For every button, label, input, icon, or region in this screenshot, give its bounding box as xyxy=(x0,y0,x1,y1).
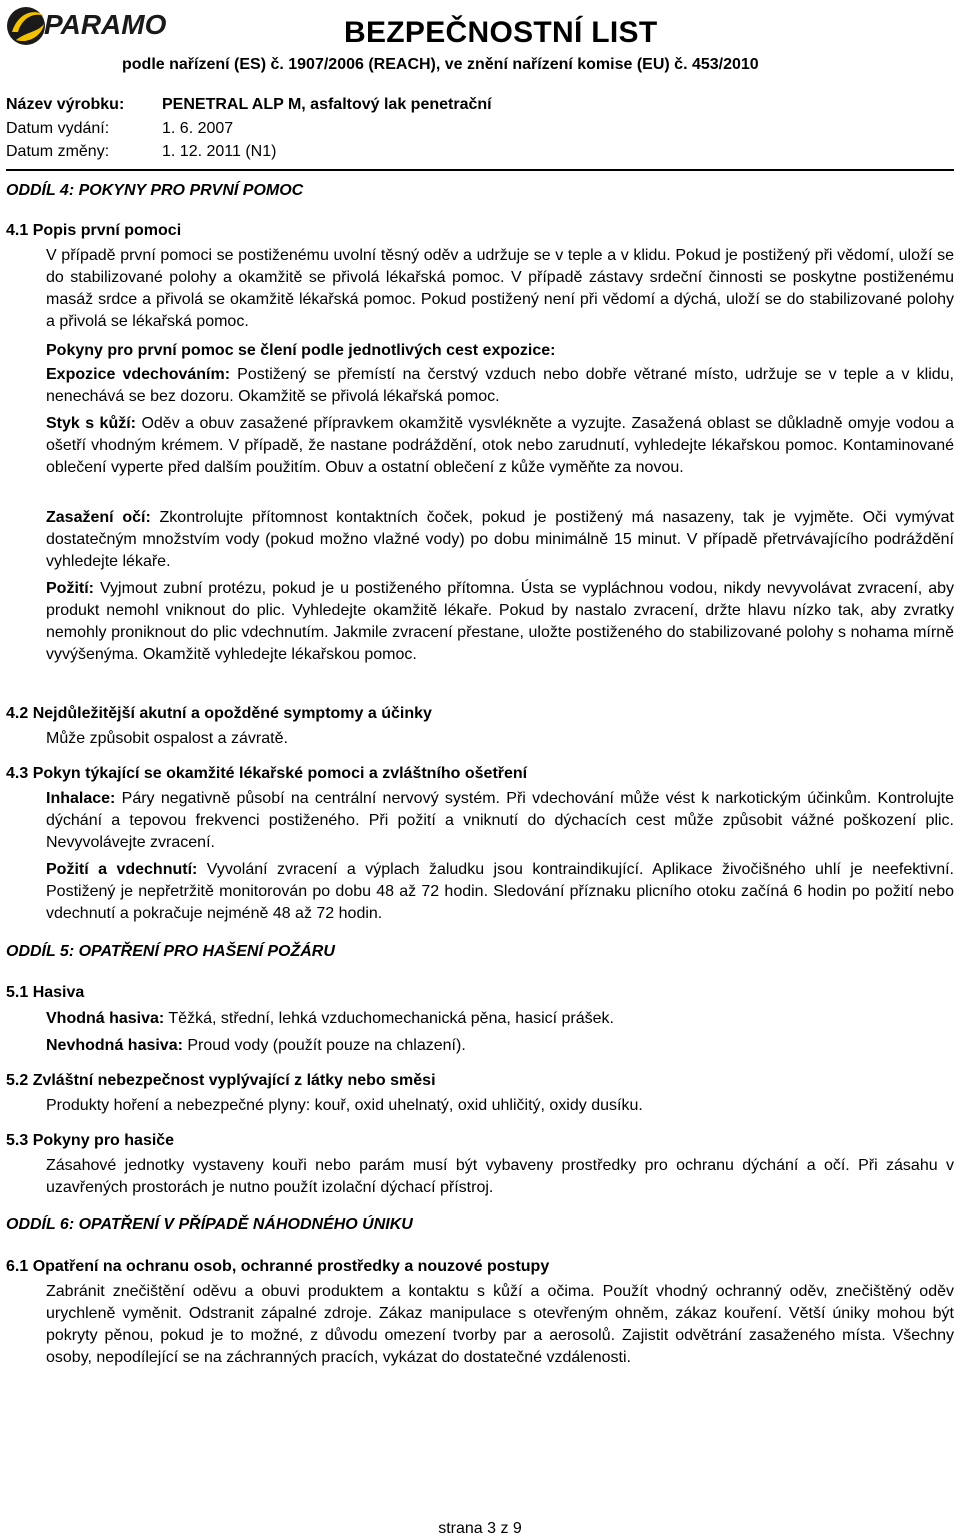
ingestion xyxy=(46,578,954,666)
ingestion-text: Vyjmout zubní protézu, pokud je u postiženého přítomna. Ústa se vypláchnou vodou, nikdy nevyvolávat zvracení, aby produkt nemohl vniknout do plic. Vyhledejte okamžitě lékaře. Pokud by nastalo zvracení, držte hlavu nízko tak, aby zvratky nemohly proniknout do plic vdechnutím. Jakmile zvracení přestane, uložte postiženého do stabilizované polohy s nohama mírně vyvýšenýma. Okamžitě vyhledejte lékařskou pomoc. xyxy=(46,580,954,663)
inhalation-exposure-label: Expozice vdechováním: xyxy=(46,366,231,383)
unsuitable-media-text: Proud vody (použít pouze na chlazení). xyxy=(182,1037,466,1054)
product-name-value: PENETRAL ALP M, asfaltový lak penetrační xyxy=(162,96,492,113)
product-name-label: Název výrobku: xyxy=(6,96,125,113)
skin-contact xyxy=(46,413,954,479)
issue-date-row xyxy=(6,117,233,141)
eye-contact-text: Zkontrolujte přítomnost kontaktních čoček, pokud je postižený má nasazeny, tak je vyjměte. Oči vymývat dostatečným množstvím vody (pokud možno vlažné vody) po dobu minimálně 15 minut. V případě přetrvávajícího podráždění vyhledejte lékaře. xyxy=(46,509,955,570)
section-5-title: ODDÍL 5: OPATŘENÍ PRO HAŠENÍ POŽÁRU xyxy=(6,943,335,960)
subsection-5-2-title: 5.2 Zvláštní nebezpečnost vyplývající z látky nebo směsi xyxy=(6,1072,436,1089)
subsection-5-3-title: 5.3 Pokyny pro hasiče xyxy=(6,1132,175,1149)
skin-contact-label: Styk s kůží: xyxy=(46,415,137,432)
regulation-reference: podle nařízení (ES) č. 1907/2006 (REACH), ve znění nařízení komise (EU) č. 453/2010 xyxy=(122,56,759,73)
inhalation-exposure-text: Postižený se přemístí na čerstvý vzduch nebo dobře větrané místo, udržuje se v teple a v klidu, nenechává se bez dozoru. Okamžitě se přivolá lékařská pomoc. xyxy=(46,366,954,405)
exposure-routes-intro: Pokyny pro první pomoc se člení podle jednotlivých cest expozice: xyxy=(46,342,556,359)
product-name-row xyxy=(6,93,492,117)
logo-text: PARAMO xyxy=(44,9,167,40)
document-title: BEZPEČNOSTNÍ LIST xyxy=(344,16,658,49)
section-6-title: ODDÍL 6: OPATŘENÍ V PŘÍPADĚ NÁHODNÉHO ÚNIKU xyxy=(6,1216,413,1233)
change-date-row xyxy=(6,140,276,164)
skin-contact-text: Oděv a obuv zasažené přípravkem okamžitě vysvlékněte a vyzujte. Zasažená oblast se důkladně omyje vodou a ošetří vhodným krémem. V případě, že nastane podráždění, otok nebo zarudnutí, vyhledejte lékařskou pomoc. Kontaminované oblečení vyperte před dalším použitím. Obuv a ostatní oblečení z kůže vyměňte za novou. xyxy=(46,415,955,476)
change-date-label: Datum změny: xyxy=(6,143,110,160)
inhalation-exposure xyxy=(46,364,954,408)
ingestion-inhalation-treatment-label: Požití a vdechnutí: xyxy=(46,861,198,878)
suitable-media-text: Těžká, střední, lehká vzduchomechanická pěna, hasicí prášek. xyxy=(164,1010,614,1027)
symptoms-text: Může způsobit ospalost a závratě. xyxy=(46,730,288,747)
change-date-value: 1. 12. 2011 (N1) xyxy=(162,143,277,160)
paramo-logo xyxy=(4,2,194,50)
logo-swirl-icon xyxy=(7,7,45,45)
inhalation-treatment-label: Inhalace: xyxy=(46,790,116,807)
subsection-4-3-title: 4.3 Pokyn týkající se okamžité lékařské pomoci a zvláštního ošetření xyxy=(6,765,528,782)
section-4-title: ODDÍL 4: POKYNY PRO PRVNÍ POMOC xyxy=(6,182,304,199)
page-number: strana 3 z 9 xyxy=(438,1520,522,1537)
eye-contact-label: Zasažení očí: xyxy=(46,509,151,526)
personal-precautions-text: Zabránit znečištění oděvu a obuvi produktem a kontaktu s kůží a očima. Použít vhodný ochranný oděv, znečištěný oděv urychleně vyměnit. Odstranit zápalné zdroje. Zákaz manipulace s otevřeným ohněm, zákaz kouření. Větší úniky mohou být pokryty pěnou, pokud je to možné, z důvodu omezení tvorby par a aerosolů. Zajistit odvětrání zasaženého místa. Všechny osoby, nepodílející se na záchranných pracích, vykázat do dostatečné vzdálenosti. xyxy=(46,1283,954,1366)
firefighter-advice-text: Zásahové jednotky vystaveny kouři nebo parám musí být vybaveny prostředky pro ochranu dýchání a očí. Při zásahu v uzavřených prostorách je nutno použít izolační dýchací přístroj. xyxy=(46,1157,954,1196)
inhalation-treatment-text: Páry negativně působí na centrální nervový systém. Při vdechování může vést k narkotickým účinkům. Kontrolujte dýchání a tepovou frekvenci postiženého. Při požití a vniknutí do dýchacích cest může způsobit vážné poškození plic. Nevyvolávejte zvracení. xyxy=(46,790,954,851)
subsection-4-2-title: 4.2 Nejdůležitější akutní a opožděné symptomy a účinky xyxy=(6,705,432,722)
issue-date-label: Datum vydání: xyxy=(6,120,110,137)
header-divider xyxy=(6,169,954,171)
ingestion-inhalation-treatment xyxy=(46,859,954,925)
issue-date-value: 1. 6. 2007 xyxy=(162,120,234,137)
unsuitable-media xyxy=(46,1035,954,1057)
suitable-media xyxy=(46,1008,954,1030)
first-aid-description: V případě první pomoci se postiženému uvolní těsný oděv a udržuje se v teple a v klidu. Pokud je postižený při vědomí, uloží se do stabilizované polohy a okamžitě se přivolá lékařská pomoc. V případě zástavy srdeční činnosti se poskytne postiženému masáž srdce a přivolá se okamžitě lékařská pomoc. Pokud postižený není při vědomí a dýchá, uloží se do stabilizované polohy a přivolá se lékařská pomoc. xyxy=(46,247,954,330)
eye-contact xyxy=(46,507,954,573)
ingestion-label: Požití: xyxy=(46,580,94,597)
suitable-media-label: Vhodná hasiva: xyxy=(46,1010,165,1027)
subsection-5-1-title: 5.1 Hasiva xyxy=(6,984,85,1001)
special-hazards-text: Produkty hoření a nebezpečné plyny: kouř, oxid uhelnatý, oxid uhličitý, oxidy dusíku. xyxy=(46,1097,643,1114)
inhalation-treatment xyxy=(46,788,954,854)
unsuitable-media-label: Nevhodná hasiva: xyxy=(46,1037,183,1054)
ingestion-inhalation-treatment-text: Vyvolání zvracení a výplach žaludku jsou kontraindikující. Aplikace živočišného uhlí je neefektivní. Postižený je nepřetržitě monitorován po dobu 48 až 72 hodin. Sledování příznaku plicního otoku začíná 6 hodin po požití nebo vdechnutí a pokračuje nejméně 48 až 72 hodin. xyxy=(46,861,955,922)
subsection-6-1-title: 6.1 Opatření na ochranu osob, ochranné prostředky a nouzové postupy xyxy=(6,1258,550,1275)
subsection-4-1-title: 4.1 Popis první pomoci xyxy=(6,222,182,239)
